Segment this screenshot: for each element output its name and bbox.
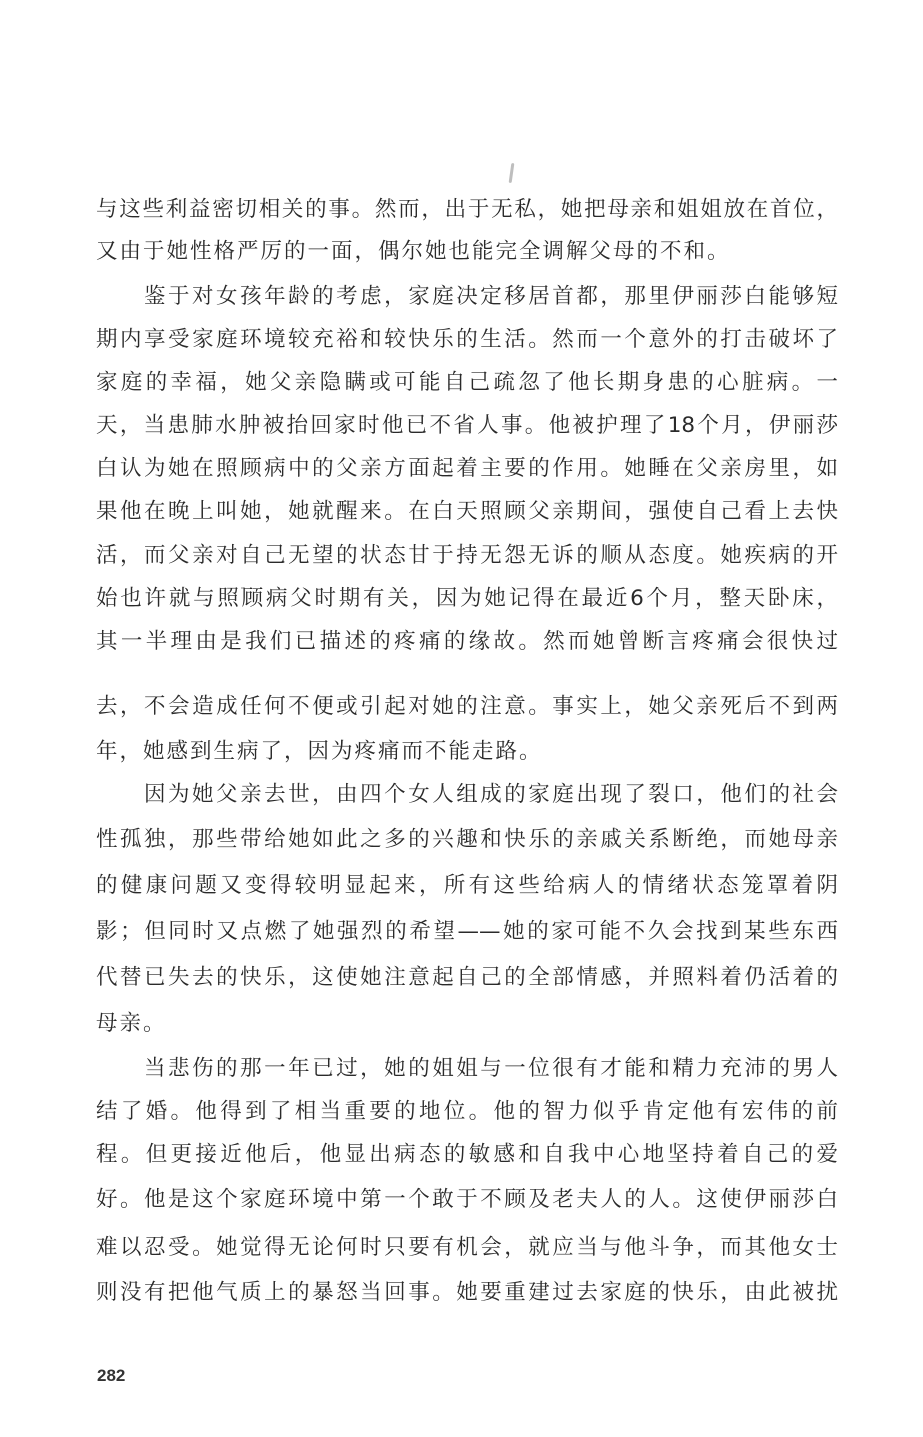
text-line: 天，当患肺水肿被抬回家时他已不省人事。他被护理了18个月，伊丽莎 (96, 413, 838, 438)
text-line: 又由于她性格严厉的一面，偶尔她也能完全调解父母的不和。 (96, 239, 731, 264)
paragraph-start: 当悲伤的那一年已过，她的姐姐与一位很有才能和精力充沛的男人 (144, 1056, 838, 1081)
text-line: 期内享受家庭环境较充裕和较快乐的生活。然而一个意外的打击破坏了 (96, 327, 838, 352)
text-line: 代替已失去的快乐，这使她注意起自己的全部情感，并照料着仍活着的 (96, 965, 838, 990)
scan-artifact (509, 163, 515, 183)
paragraph-start: 因为她父亲去世，由四个女人组成的家庭出现了裂口，他们的社会 (144, 782, 838, 807)
text-line: 其一半理由是我们已描述的疼痛的缘故。然而她曾断言疼痛会很快过 (96, 629, 838, 654)
text-line: 家庭的幸福，她父亲隐瞒或可能自己疏忽了他长期身患的心脏病。一 (96, 370, 838, 395)
text-line: 好。他是这个家庭环境中第一个敢于不顾及老夫人的人。这使伊丽莎白 (96, 1187, 838, 1212)
text-line: 结了婚。他得到了相当重要的地位。他的智力似乎肯定他有宏伟的前 (96, 1099, 838, 1124)
text-line: 去，不会造成任何不便或引起对她的注意。事实上，她父亲死后不到两 (96, 694, 838, 719)
text-line: 性孤独，那些带给她如此之多的兴趣和快乐的亲戚关系断绝，而她母亲 (96, 827, 838, 852)
text-line: 的健康问题又变得较明显起来，所有这些给病人的情绪状态笼罩着阴 (96, 873, 838, 898)
paragraph-start: 鉴于对女孩年龄的考虑，家庭决定移居首都，那里伊丽莎白能够短 (144, 284, 838, 309)
text-line: 活，而父亲对自己无望的状态甘于持无怨无诉的顺从态度。她疾病的开 (96, 543, 838, 568)
text-line: 母亲。 (96, 1011, 167, 1036)
page-number: 282 (97, 1366, 126, 1385)
text-line: 白认为她在照顾病中的父亲方面起着主要的作用。她睡在父亲房里，如 (96, 456, 838, 481)
text-line: 与这些利益密切相关的事。然而，出于无私，她把母亲和姐姐放在首位， (96, 197, 838, 222)
text-line: 果他在晚上叫她，她就醒来。在白天照顾父亲期间，强使自己看上去快 (96, 499, 838, 524)
text-line: 年，她感到生病了，因为疼痛而不能走路。 (96, 739, 543, 764)
text-line: 难以忍受。她觉得无论何时只要有机会，就应当与他斗争，而其他女士 (96, 1235, 838, 1260)
text-line: 则没有把他气质上的暴怒当回事。她要重建过去家庭的快乐，由此被扰 (96, 1280, 838, 1305)
text-line: 始也许就与照顾病父时期有关，因为她记得在最近6个月，整天卧床， (96, 586, 838, 611)
text-line: 程。但更接近他后，他显出病态的敏感和自我中心地坚持着自己的爱 (96, 1142, 838, 1167)
text-line: 影；但同时又点燃了她强烈的希望——她的家可能不久会找到某些东西 (96, 919, 838, 944)
